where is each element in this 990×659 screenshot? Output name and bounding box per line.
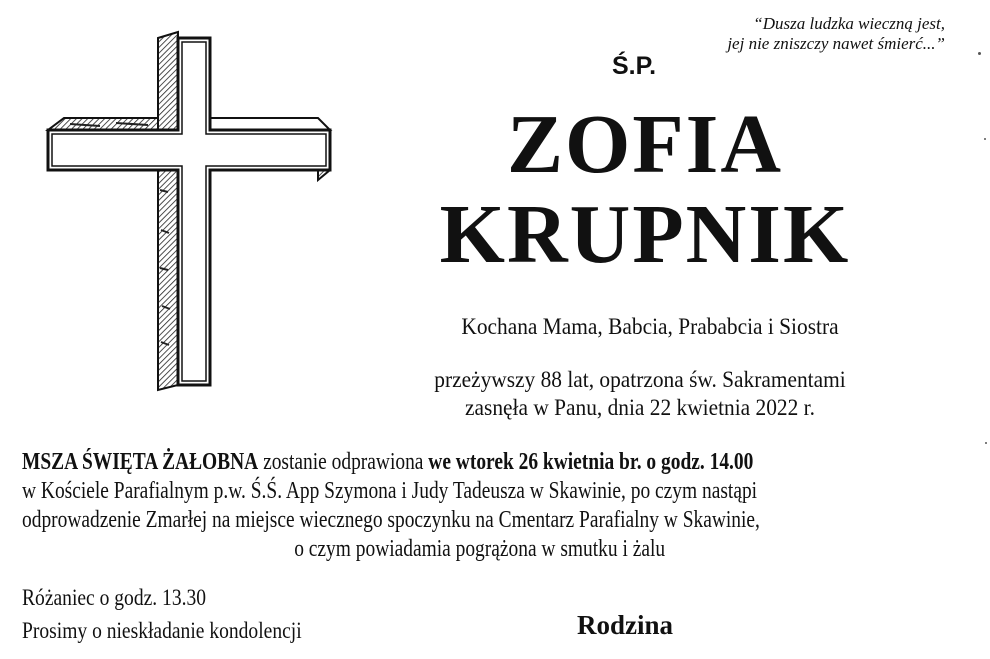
scan-speck bbox=[985, 442, 987, 444]
rosary-time: Różaniec o godz. 13.30 bbox=[22, 585, 207, 610]
lived-line-2: zasnęła w Panu, dnia 22 kwietnia 2022 r. bbox=[465, 395, 815, 420]
epigraph-quote bbox=[0, 14, 945, 54]
deceased-first-name: ZOFIA bbox=[506, 98, 784, 191]
signature-family: Rodzina bbox=[577, 610, 674, 640]
lived-line-1: przeżywszy 88 lat, opatrzona św. Sakramentami bbox=[434, 367, 846, 392]
scan-speck bbox=[984, 138, 986, 140]
mass-line-1 bbox=[22, 448, 937, 477]
sp-prefix: Ś.P. bbox=[612, 52, 657, 80]
cross-icon bbox=[40, 30, 340, 400]
quote-line-2: jej nie zniszczy nawet śmierć...” bbox=[727, 34, 945, 53]
scan-speck bbox=[978, 52, 981, 55]
mass-date-time: we wtorek 26 kwietnia br. o godz. 14.00 bbox=[428, 449, 754, 475]
no-condolences-note: Prosimy o nieskładanie kondolencji bbox=[22, 618, 302, 643]
deceased-last-name: KRUPNIK bbox=[439, 188, 851, 281]
quote-line-1: “Dusza ludzka wieczną jest, bbox=[753, 14, 945, 33]
mass-heading: MSZA ŚWIĘTA ŻAŁOBNA bbox=[22, 449, 259, 475]
lived-text bbox=[352, 366, 929, 422]
relation-line: Kochana Mama, Babcia, Prababcia i Siostra bbox=[461, 314, 839, 339]
mass-line-4: o czym powiadamia pogrążona w smutku i żalu bbox=[294, 536, 666, 562]
mass-line-2: w Kościele Parafialnym p.w. Ś.Ś. App Szymona i Judy Tadeusza w Skawinie, po czym nastąpi bbox=[22, 478, 758, 504]
mass-line-3: odprowadzenie Zmarłej na miejsce wiecznego spoczynku na Cmentarz Parafialny w Skawinie, bbox=[22, 507, 760, 533]
mass-text: zostanie odprawiona bbox=[258, 449, 429, 475]
funeral-mass-block bbox=[22, 448, 937, 564]
